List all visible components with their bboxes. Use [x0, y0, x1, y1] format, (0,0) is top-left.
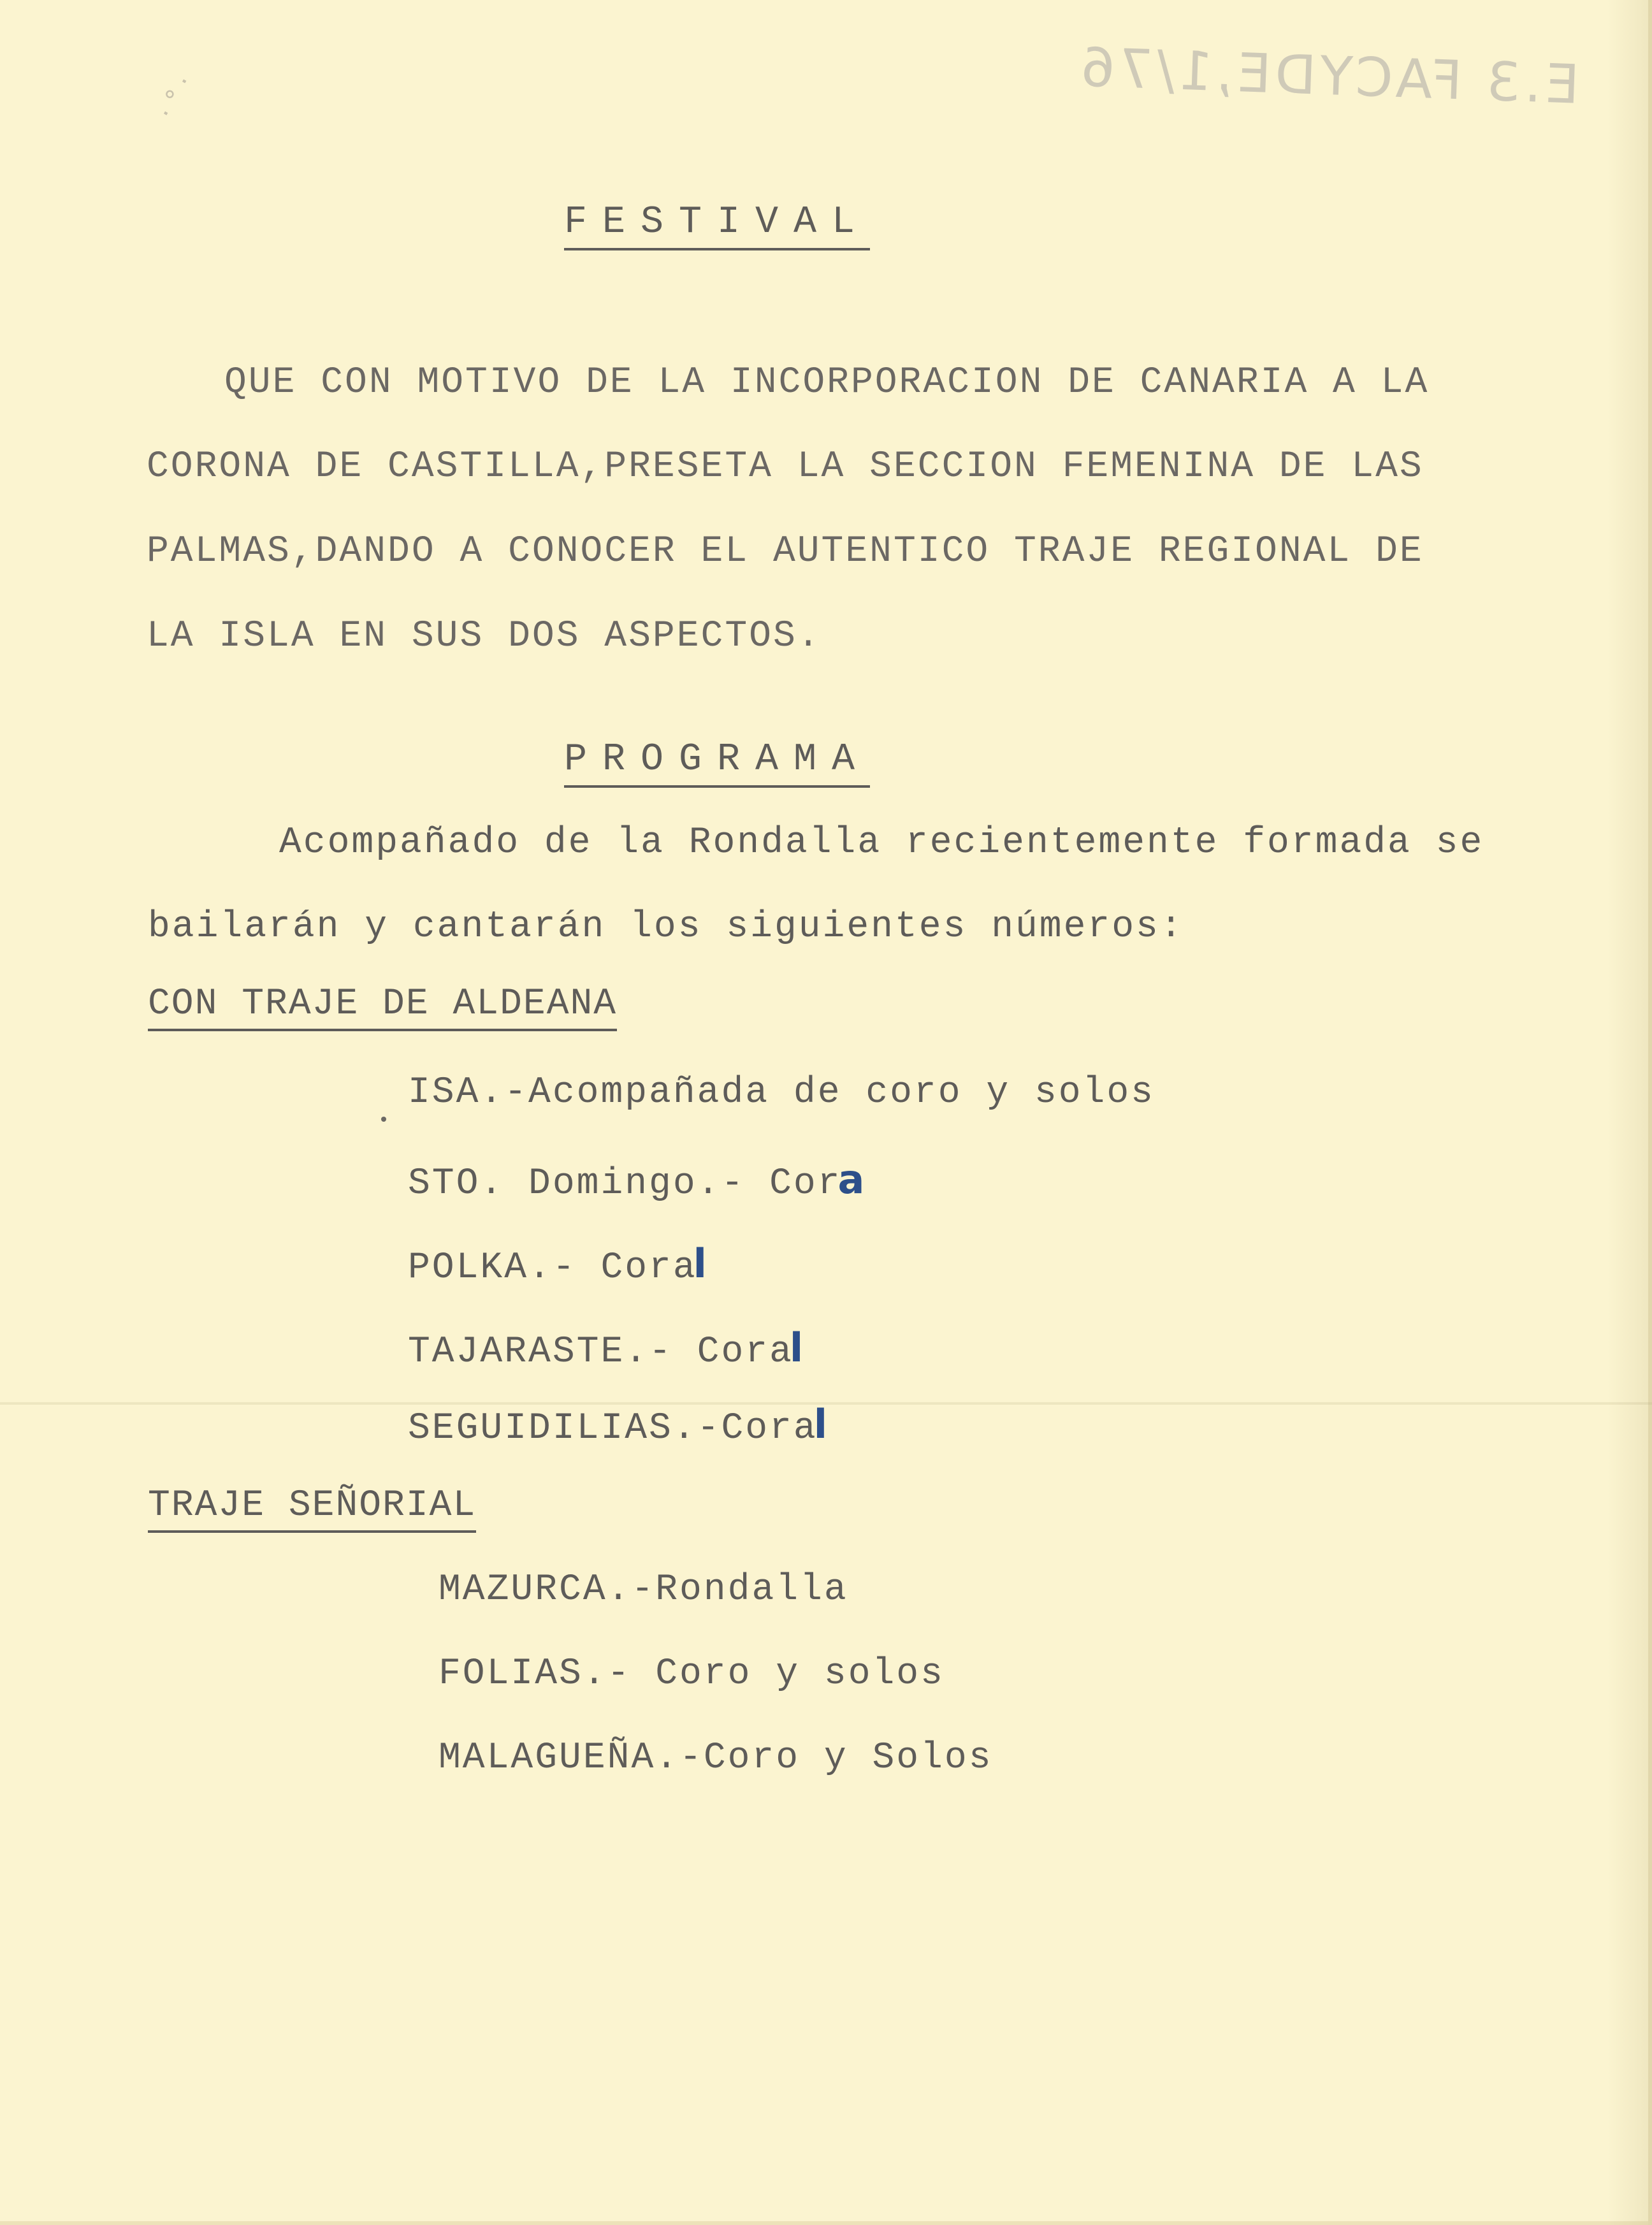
section-heading-aldeana: CON TRAJE DE ALDEANA — [148, 983, 617, 1031]
paper-edge — [1607, 0, 1652, 2225]
stray-dot — [381, 1117, 386, 1122]
corner-pencil-marks: · ° · — [151, 70, 200, 125]
list-item: MAZURCA.-Rondalla — [438, 1569, 848, 1611]
ink-correction: a — [837, 1156, 867, 1203]
ink-correction: l — [789, 1324, 806, 1371]
list-item — [408, 1240, 709, 1289]
page-title: FESTIVAL — [564, 201, 870, 250]
list-item-text: STO. Domingo.- Cor — [408, 1163, 842, 1205]
list-item-text: POLKA.- Cora — [408, 1247, 697, 1289]
intro-line-4: LA ISLA EN SUS DOS ASPECTOS. — [147, 616, 822, 657]
archive-pencil-mark: E.3 FACYDE,1/76 — [1076, 36, 1581, 116]
list-item-text: TAJARASTE.- Cora — [408, 1331, 793, 1373]
programa-intro-line-2: bailarán y cantarán los siguientes números: — [148, 906, 1184, 948]
list-item-text: SEGUIDILIAS.-Cora — [408, 1408, 818, 1449]
list-item: MALAGUEÑA.-Coro y Solos — [438, 1737, 993, 1779]
section-heading-senorial: TRAJE SEÑORIAL — [148, 1485, 476, 1533]
list-item-text: ISA.-Acompañada de coro y solos — [408, 1072, 1155, 1113]
programa-intro-line-1: Acompañado de la Rondalla recientemente formada se — [279, 822, 1484, 864]
intro-line-1: QUE CON MOTIVO DE LA INCORPORACION DE CANARIA A LA — [224, 362, 1430, 403]
intro-line-3: PALMAS,DANDO A CONOCER EL AUTENTICO TRAJE REGIONAL DE — [147, 531, 1424, 572]
ink-correction: l — [693, 1240, 709, 1287]
list-item — [408, 1156, 866, 1205]
programa-title: PROGRAMA — [564, 738, 870, 788]
list-item — [408, 1324, 805, 1373]
list-item: FOLIAS.- Coro y solos — [438, 1653, 945, 1695]
list-item — [408, 1072, 1155, 1113]
ink-correction: l — [813, 1401, 829, 1447]
list-item — [408, 1401, 829, 1449]
intro-line-2: CORONA DE CASTILLA,PRESETA LA SECCION FEMENINA DE LAS — [147, 446, 1424, 488]
